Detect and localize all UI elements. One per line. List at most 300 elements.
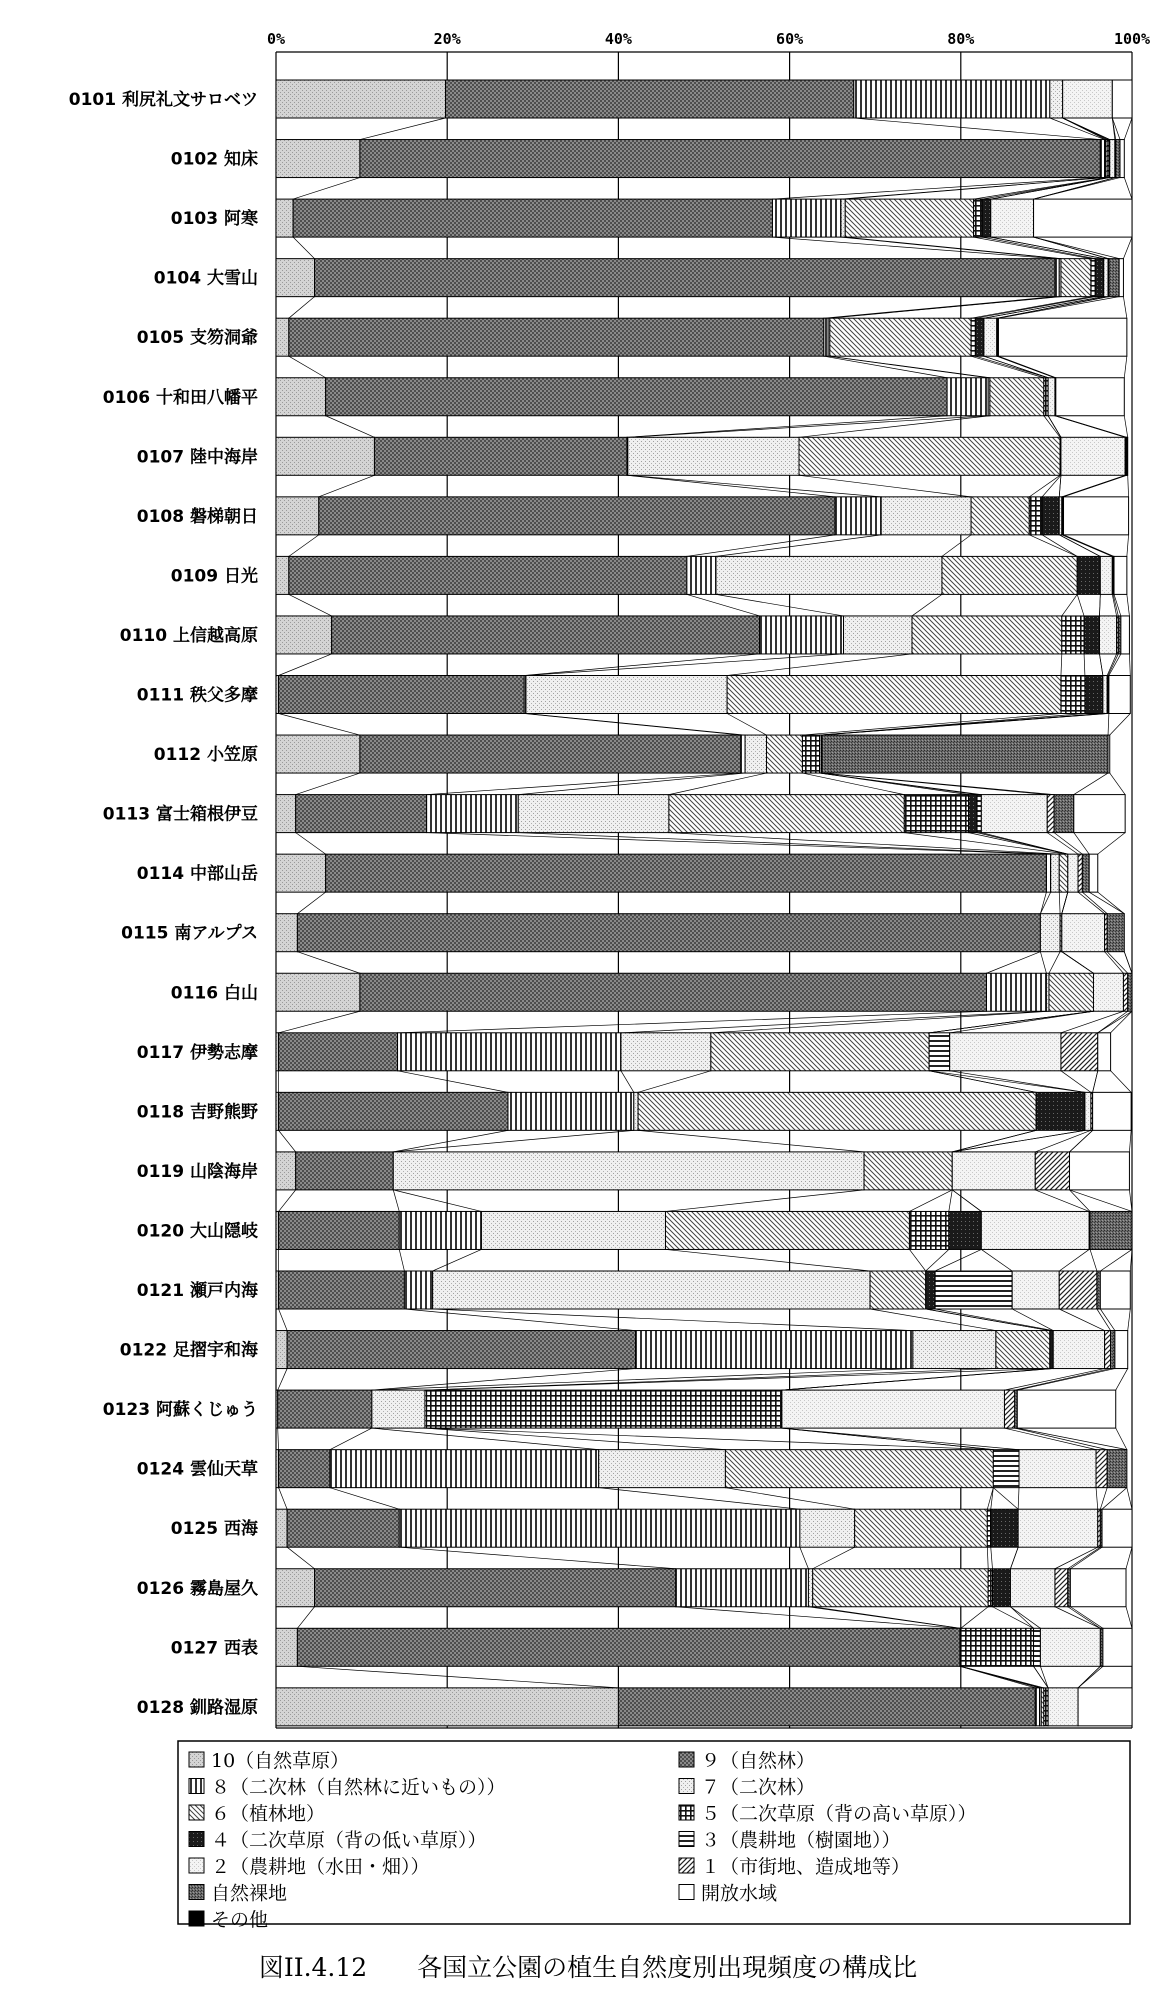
bar-segment-d9 <box>296 1152 394 1190</box>
bar-segment-d6 <box>845 199 973 237</box>
bar-segment-d6 <box>864 1152 952 1190</box>
bar-segment-d4 <box>949 1211 982 1249</box>
bar-segment-d10 <box>276 378 326 416</box>
bar-segment-d2 <box>984 318 997 356</box>
bar-segment-d5 <box>1044 1688 1048 1726</box>
connector-line <box>1062 594 1077 616</box>
connector-line <box>1093 1071 1098 1093</box>
connector-line <box>942 535 971 557</box>
bar-segment-dn <box>1107 1450 1127 1488</box>
bar-segment-dn <box>1116 140 1120 178</box>
connector-line <box>981 833 1067 855</box>
bar-segment-d7 <box>526 676 727 714</box>
bar-segment-d2 <box>1085 1092 1091 1130</box>
bar-segment-d9 <box>279 1211 400 1249</box>
bar-segment-d10 <box>276 80 445 118</box>
connector-line <box>991 1547 993 1569</box>
bar-segment-d7 <box>518 795 669 833</box>
bar-segment-d8 <box>676 1569 809 1607</box>
connector-line <box>904 833 1067 855</box>
bar-segment-d1 <box>1105 1331 1111 1369</box>
connector-line <box>687 535 835 557</box>
connector-line <box>1099 594 1100 616</box>
bar-segment-d9 <box>293 199 772 237</box>
bar-segment-d9 <box>279 676 525 714</box>
bar-segment-d5 <box>961 1628 1034 1666</box>
connector-line <box>1068 1547 1101 1569</box>
connector-line <box>1040 1666 1048 1688</box>
connector-line <box>669 773 767 795</box>
connector-line <box>926 1309 1050 1331</box>
row-label: 0111 秩父多摩 <box>136 685 258 706</box>
legend-swatch-do <box>189 1911 204 1926</box>
bar-segment-d9 <box>289 318 824 356</box>
bar-segment-d7 <box>1040 914 1060 952</box>
connector-line <box>393 1190 399 1212</box>
connector-line <box>1064 475 1127 497</box>
connector-line <box>1107 952 1128 974</box>
connector-line <box>1128 1309 1131 1331</box>
connector-line <box>433 1309 913 1331</box>
x-tick-label: 0% <box>266 30 286 48</box>
connector-line <box>824 356 947 378</box>
connector-line <box>393 1130 508 1152</box>
connector-line <box>950 1071 1085 1093</box>
bar-segment-dw <box>1070 1152 1130 1190</box>
bar-segment-d5 <box>427 1390 782 1428</box>
connector-line <box>926 1249 949 1271</box>
x-tick-label: 40% <box>604 30 632 48</box>
bar-segment-d4 <box>975 318 984 356</box>
connector-line <box>1070 1607 1103 1629</box>
bar-segment-d8 <box>399 1509 800 1547</box>
connector-line <box>813 1607 961 1629</box>
connector-line <box>398 1011 987 1033</box>
connector-line <box>1096 1488 1098 1510</box>
bar-segment-d9 <box>315 259 1055 297</box>
bar-segment-d2 <box>1061 437 1125 475</box>
connector-line <box>799 475 971 497</box>
bar-segment-d10 <box>276 1152 296 1190</box>
bar-segment-d6 <box>1049 973 1094 1011</box>
bar-segment-d6 <box>996 1331 1050 1369</box>
connector-line <box>1100 1309 1115 1331</box>
connector-line <box>1068 1607 1101 1629</box>
bar-segment-d2 <box>1103 676 1107 714</box>
bar-segment-d8 <box>854 80 1050 118</box>
connector-line <box>1059 892 1060 914</box>
bar-segment-d6 <box>912 616 1062 654</box>
bar-segment-d1 <box>1059 1271 1097 1309</box>
connector-line <box>822 773 1054 795</box>
connector-line <box>935 1309 1053 1331</box>
bar-segment-d5 <box>1062 616 1084 654</box>
connector-line <box>628 416 988 438</box>
connector-line <box>952 1190 981 1212</box>
connector-line <box>1127 594 1130 616</box>
bar-segment-d9 <box>326 378 947 416</box>
bar-segment-d9 <box>296 795 427 833</box>
row-label: 0121 瀬戸内海 <box>136 1281 258 1301</box>
bar-segment-d2 <box>1100 556 1112 594</box>
connector-line <box>1099 654 1102 676</box>
connector-line <box>297 892 325 914</box>
connector-line <box>1059 1309 1104 1331</box>
bar-segment-d8 <box>824 318 828 356</box>
bar-segment-d9 <box>445 80 853 118</box>
connector-line <box>427 773 741 795</box>
bar-segment-d4 <box>1042 497 1059 535</box>
bar-segment-d6 <box>830 318 971 356</box>
connector-line <box>372 1428 599 1450</box>
row-label: 0108 磐梯朝日 <box>136 506 258 527</box>
bar-segment-d8 <box>772 199 840 237</box>
bar-segment-d9 <box>279 1450 330 1488</box>
connector-line <box>975 356 1048 378</box>
bar-segment-d6 <box>971 497 1029 535</box>
bar-segment-d7 <box>599 1450 726 1488</box>
row-label: 0106 十和田八幡平 <box>102 387 258 408</box>
connector-line <box>845 178 1105 200</box>
connector-line <box>1062 952 1094 974</box>
bar-segment-d10 <box>276 854 326 892</box>
bar-segment-dw <box>1100 1271 1130 1309</box>
bar-segment-d2 <box>1110 140 1115 178</box>
row-label: 0116 白山 <box>170 983 258 1004</box>
bar-segment-dw <box>1034 199 1132 237</box>
connector-line <box>1124 416 1127 438</box>
bar-segment-dw <box>1098 1033 1111 1071</box>
bar-segment-d4 <box>926 1271 935 1309</box>
bar-segment-d2 <box>1063 80 1113 118</box>
bar-segment-d6 <box>638 1092 1036 1130</box>
legend-label: 自然裸地 <box>211 1882 288 1905</box>
bar-segment-d5 <box>988 1569 992 1607</box>
connector-line <box>687 594 760 616</box>
bar-segment-dn <box>1097 1271 1100 1309</box>
bar-segment-d10 <box>276 437 374 475</box>
bar-segment-d10 <box>276 497 319 535</box>
connector-line <box>1061 654 1062 676</box>
x-tick-label: 100% <box>1113 30 1151 48</box>
connector-line <box>399 1249 404 1271</box>
bar-segment-d5 <box>974 199 983 237</box>
bar-segment-d6 <box>1059 854 1068 892</box>
connector-line <box>289 594 332 616</box>
bar-segment-d8 <box>1100 140 1104 178</box>
connector-line <box>1055 1547 1098 1569</box>
row-label: 0107 陸中海岸 <box>136 447 258 468</box>
connector-line <box>1116 1428 1127 1450</box>
connector-line <box>998 297 1109 319</box>
connector-line <box>425 1428 725 1450</box>
bar-segment-d9 <box>319 497 835 535</box>
bar-segment-d1 <box>1047 795 1054 833</box>
connector-line <box>1017 1369 1115 1391</box>
connector-line <box>627 416 947 438</box>
legend-label: ２（農耕地（水田・畑）） <box>211 1856 430 1878</box>
bar-segment-d2 <box>950 1033 1061 1071</box>
legend-swatch-d10 <box>189 1752 204 1767</box>
connector-line <box>296 773 360 795</box>
bar-segment-d7 <box>433 1271 870 1309</box>
row-label: 0105 支笏洞爺 <box>136 328 258 349</box>
bar-segment-d10 <box>276 616 332 654</box>
bar-segment-d4 <box>992 1569 1010 1607</box>
connector-line <box>961 1666 1044 1688</box>
connector-line <box>433 1249 482 1271</box>
connector-line <box>1112 118 1115 140</box>
connector-line <box>1064 535 1115 557</box>
bar-segment-dw <box>1102 1509 1132 1547</box>
bar-segment-d7 <box>1050 80 1063 118</box>
bar-segment-d9 <box>360 140 1100 178</box>
bar-segment-d4 <box>991 1509 1018 1547</box>
row-label: 0127 西表 <box>170 1638 258 1659</box>
row-label: 0114 中部山岳 <box>136 864 258 885</box>
bar-segment-d8 <box>1055 259 1059 297</box>
bar-segment-d9 <box>279 1033 398 1071</box>
connector-line <box>909 1249 925 1271</box>
row-label: 0128 釧路湿原 <box>136 1697 258 1718</box>
bar-segment-dn <box>1054 795 1074 833</box>
bar-segment-d6 <box>799 437 1060 475</box>
bar-segment-d5 <box>1029 497 1042 535</box>
bar-segment-d4 <box>1084 616 1099 654</box>
connector-line <box>297 1607 314 1629</box>
bar-segment-dn <box>1109 259 1119 297</box>
row-label: 0104 大雪山 <box>153 268 258 289</box>
bar-segment-d2 <box>1040 1628 1100 1666</box>
connector-line <box>1059 1249 1089 1271</box>
connector-line <box>992 1607 1033 1629</box>
bar-segment-d2 <box>1062 914 1105 952</box>
bar-segment-d2 <box>991 199 1034 237</box>
bar-segment-d6 <box>813 1569 988 1607</box>
bar-segment-d7 <box>372 1390 425 1428</box>
bar-segment-d5 <box>909 1211 948 1249</box>
connector-line <box>949 1190 952 1212</box>
connector-line <box>1129 654 1130 676</box>
bar-segment-d8 <box>636 1331 913 1369</box>
bar-segment-d4 <box>1036 1092 1085 1130</box>
connector-line <box>289 297 315 319</box>
connector-line <box>279 654 332 676</box>
row-label: 0122 足摺宇和海 <box>119 1340 258 1361</box>
connector-line <box>526 714 745 736</box>
bar-segment-d2 <box>1099 616 1116 654</box>
bar-segment-d9 <box>287 1509 399 1547</box>
row-labels <box>69 89 259 1718</box>
bar-segment-d4 <box>1085 676 1103 714</box>
bar-segment-dw <box>1109 676 1130 714</box>
connector-line <box>1078 1666 1103 1688</box>
connector-line <box>1124 118 1132 140</box>
bar-segment-d2 <box>1104 259 1108 297</box>
legend-label: ８（二次林（自然林に近いもの）） <box>211 1776 506 1799</box>
connector-line <box>1077 594 1084 616</box>
legend-label: ４（二次草原（背の低い草原）） <box>211 1829 487 1852</box>
connector-line <box>1123 297 1126 319</box>
bar-segment-d6 <box>1061 259 1091 297</box>
legend-swatch-d4 <box>189 1832 204 1847</box>
row-label: 0113 富士箱根伊豆 <box>102 804 258 825</box>
bar-segment-d10 <box>276 795 296 833</box>
connector-line <box>727 714 766 736</box>
bar-segment-d4 <box>1077 556 1100 594</box>
connector-line <box>427 1369 1050 1391</box>
legend-swatch-d3 <box>679 1832 694 1847</box>
connector-line <box>716 535 881 557</box>
connector-line <box>981 1249 1012 1271</box>
connector-line <box>279 1309 288 1331</box>
connector-line <box>676 1607 960 1629</box>
connector-line <box>330 1428 372 1450</box>
bar-segment-d2 <box>981 1211 1089 1249</box>
connector-line <box>1050 118 1105 140</box>
legend-label: ６（植林地） <box>211 1803 326 1825</box>
bar-segment-d1 <box>1123 973 1127 1011</box>
bar-segment-d1 <box>1096 1450 1107 1488</box>
bar-segment-d5 <box>1044 378 1048 416</box>
bar-segment-dw <box>1112 80 1132 118</box>
bar-segment-d3 <box>929 1033 950 1071</box>
bar-segment-d10 <box>276 1569 315 1607</box>
x-tick-label: 20% <box>433 30 461 48</box>
bar-segment-d8 <box>404 1271 432 1309</box>
connector-line <box>427 833 1047 855</box>
connector-line <box>518 833 1050 855</box>
bar-segment-d1 <box>1078 854 1082 892</box>
bar-segment-d2 <box>1010 1569 1055 1607</box>
bar-segment-d7 <box>841 199 845 237</box>
connector-line <box>1017 1428 1127 1450</box>
bar-segment-d10 <box>276 199 293 237</box>
connector-line <box>824 297 1055 319</box>
connector-line <box>1078 892 1105 914</box>
connector-line <box>711 1011 1049 1033</box>
connector-line <box>1070 1130 1093 1152</box>
bar-segment-d5 <box>904 795 968 833</box>
connector-line <box>830 297 1061 319</box>
row-label: 0102 知床 <box>170 149 258 170</box>
bar-segment-d4 <box>969 795 978 833</box>
legend-label: 開放水域 <box>701 1882 778 1905</box>
connector-line <box>1097 1309 1111 1331</box>
connector-line <box>297 1666 618 1688</box>
bar-segment-dw <box>1121 616 1130 654</box>
connector-line <box>293 178 360 200</box>
row-label: 0103 阿寒 <box>170 209 258 230</box>
connector-line <box>802 714 1061 736</box>
connector-line <box>319 475 375 497</box>
row-label: 0115 南アルプス <box>121 923 258 944</box>
bar-segment-d3 <box>935 1271 1012 1309</box>
connector-line <box>1054 833 1082 855</box>
legend-swatch-d6 <box>189 1805 204 1820</box>
bar-segment-d2 <box>1053 1331 1104 1369</box>
bar-segment-d9 <box>278 1390 372 1428</box>
bar-segment-d5 <box>971 318 975 356</box>
connector-line <box>665 1249 870 1271</box>
connector-line <box>984 356 1048 378</box>
bar-segment-d6 <box>942 556 1077 594</box>
bar-segment-dw <box>1108 735 1110 773</box>
bar-segment-d10 <box>276 318 289 356</box>
legend-label: 10（自然草原） <box>211 1750 350 1772</box>
legend-swatch-dw <box>679 1885 694 1900</box>
bar-segment-d9 <box>297 914 1040 952</box>
legend-swatch-dn <box>189 1885 204 1900</box>
connector-line <box>1040 952 1046 974</box>
connector-line <box>961 1607 988 1629</box>
connector-line <box>1124 178 1132 200</box>
connector-line <box>1015 1369 1111 1391</box>
connector-line <box>1110 714 1131 736</box>
connector-line <box>929 1071 1085 1093</box>
bar-segment-d7 <box>745 735 766 773</box>
connector-line <box>982 237 1095 259</box>
connector-line <box>1123 237 1132 259</box>
connector-line <box>293 237 314 259</box>
connector-line <box>1010 1607 1033 1629</box>
bar-segment-d8 <box>398 1033 621 1071</box>
connector-line <box>1044 416 1060 438</box>
connector-line <box>289 356 326 378</box>
legend-label: ５（二次草原（背の高い草原）） <box>701 1803 977 1825</box>
x-tick-label: 80% <box>947 30 975 48</box>
bar-segment-dw <box>1115 1331 1128 1369</box>
legend-swatch-d9 <box>679 1752 694 1767</box>
connector-line <box>1124 356 1127 378</box>
bar-segment-d9 <box>332 616 760 654</box>
connector-line <box>822 714 1108 736</box>
legend-swatch-d7 <box>679 1779 694 1794</box>
row-label: 0118 吉野熊野 <box>136 1102 258 1123</box>
connector-line <box>1084 654 1085 676</box>
bar-segment-d8 <box>1035 1688 1039 1726</box>
connector-line <box>1111 1071 1132 1093</box>
connector-line <box>279 1130 296 1152</box>
bar-segment-d7 <box>1051 854 1060 892</box>
connector-line <box>974 178 1108 200</box>
bar-segment-d2 <box>981 795 1047 833</box>
bar-segment-d7 <box>481 1211 665 1249</box>
connector-line <box>1048 416 1061 438</box>
bar-segment-dw <box>1114 556 1127 594</box>
bar-segment-dw <box>1017 1390 1115 1428</box>
connector-line <box>987 1547 988 1569</box>
bar-segment-d10 <box>276 1628 297 1666</box>
legend-swatch-d8 <box>189 1779 204 1794</box>
bar-segment-d10 <box>276 914 297 952</box>
bar-segment-d9 <box>360 973 987 1011</box>
connector-line <box>975 297 1095 319</box>
connector-line <box>991 1488 994 1510</box>
bar-segment-dw <box>1056 378 1124 416</box>
connector-line <box>1034 1666 1049 1688</box>
bar-segment-d6 <box>727 676 1061 714</box>
connector-line <box>1049 952 1060 974</box>
connector-line <box>278 1428 279 1450</box>
bar-segment-d1 <box>1055 1569 1068 1607</box>
bar-segment-dn <box>1090 1211 1132 1249</box>
connector-line <box>289 535 319 557</box>
bar-segment-d9 <box>618 1688 1035 1726</box>
row-label: 0123 阿蘇くじゅう <box>102 1400 258 1421</box>
connector-line <box>800 1547 809 1569</box>
bar-segment-d10 <box>276 1688 618 1726</box>
